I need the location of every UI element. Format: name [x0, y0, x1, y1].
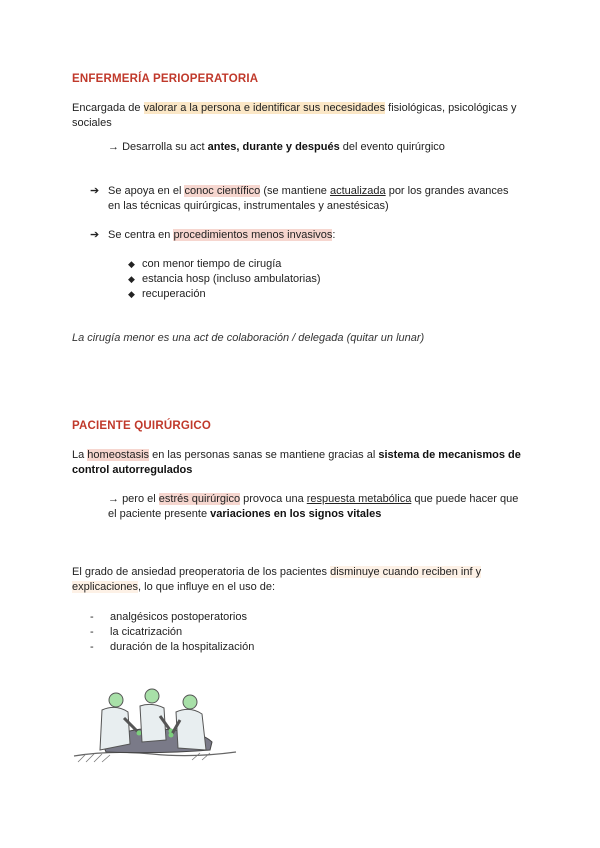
- surgeon-gown: [140, 704, 166, 742]
- arrow-bullet-icon: ➔: [90, 229, 100, 241]
- highlight-explicaciones: explicaciones: [72, 581, 139, 593]
- diamond-bullet-icon: ◆: [128, 274, 135, 284]
- estres-paragraph: → pero el estrés quirúrgico provoca una respuesta metabólica que puede hacer que el paciente presente variaciones en los signos vitales: [108, 493, 519, 520]
- floor-hatching: [78, 753, 210, 762]
- ansiedad-paragraph: El grado de ansiedad preoperatoria de los pacientes disminuye cuando reciben inf y explicaciones, lo que influye en el uso de:: [72, 566, 482, 593]
- list-item: - duración de la hospitalización: [90, 641, 255, 653]
- list-item: - analgésicos postoperatorios: [90, 611, 247, 623]
- list-item: ◆ con menor tiempo de cirugía: [128, 258, 282, 270]
- highlight-conoc: conoc científico: [184, 185, 261, 197]
- diamond-bullet-icon: ◆: [128, 289, 135, 299]
- bullet-procedimientos: ➔ Se centra en procedimientos menos invasivos:: [90, 229, 336, 241]
- highlight-homeostasis: homeostasis: [87, 449, 150, 461]
- surgeon-gown: [100, 707, 130, 750]
- underline-respuesta: respuesta metabólica: [306, 493, 412, 505]
- list-item: ◆ estancia hosp (incluso ambulatorias): [128, 273, 321, 285]
- dash-list: [90, 610, 254, 655]
- section-title-enfermeria: ENFERMERÍA PERIOPERATORIA: [72, 73, 259, 85]
- arrow-icon: →: [108, 493, 119, 505]
- arrow-icon: →: [108, 141, 119, 153]
- surgeon-cap-icon: [109, 693, 123, 707]
- surgeon-cap-icon: [145, 689, 159, 703]
- highlight-disminuye: disminuye cuando reciben inf y: [330, 566, 482, 578]
- underline-actualizada: actualizada: [329, 185, 386, 197]
- list-item: - la cicatrización: [90, 626, 183, 638]
- list-item: ◆ recuperación: [128, 288, 206, 300]
- bullet-conoc-cientifico: ➔ Se apoya en el conoc científico (se mantiene actualizada por los grandes avances en las técnicas quirúrgicas, instrumentales y anestésicas): [90, 185, 509, 212]
- glove-icon: [169, 733, 174, 738]
- highlight-valorar: valorar a la persona e identificar sus necesidades: [143, 102, 386, 114]
- arrow-bullet-icon: ➔: [90, 185, 100, 197]
- surgeon-gown: [176, 709, 206, 750]
- section-title-paciente: PACIENTE QUIRÚRGICO: [72, 420, 212, 432]
- homeostasis-paragraph: La homeostasis en las personas sanas se mantiene gracias al sistema de mecanismos de control autorregulados: [72, 449, 521, 476]
- diamond-bullet-icon: ◆: [128, 259, 135, 269]
- highlight-estres: estrés quirúrgico: [158, 493, 241, 505]
- surgeons-illustration: [72, 684, 238, 766]
- surgeon-cap-icon: [183, 695, 197, 709]
- highlight-procedimientos: procedimientos menos invasivos: [173, 229, 333, 241]
- intro-paragraph: Encargada de valorar a la persona e identificar sus necesidades fisiológicas, psicológicas y sociales: [72, 102, 517, 129]
- sub-point-desarrolla: → Desarrolla su act antes, durante y después del evento quirúrgico: [108, 141, 445, 153]
- diamond-list: [128, 257, 321, 302]
- note-cirugia-menor: La cirugía menor es una act de colaboración / delegada (quitar un lunar): [72, 332, 425, 344]
- glove-icon: [137, 731, 142, 736]
